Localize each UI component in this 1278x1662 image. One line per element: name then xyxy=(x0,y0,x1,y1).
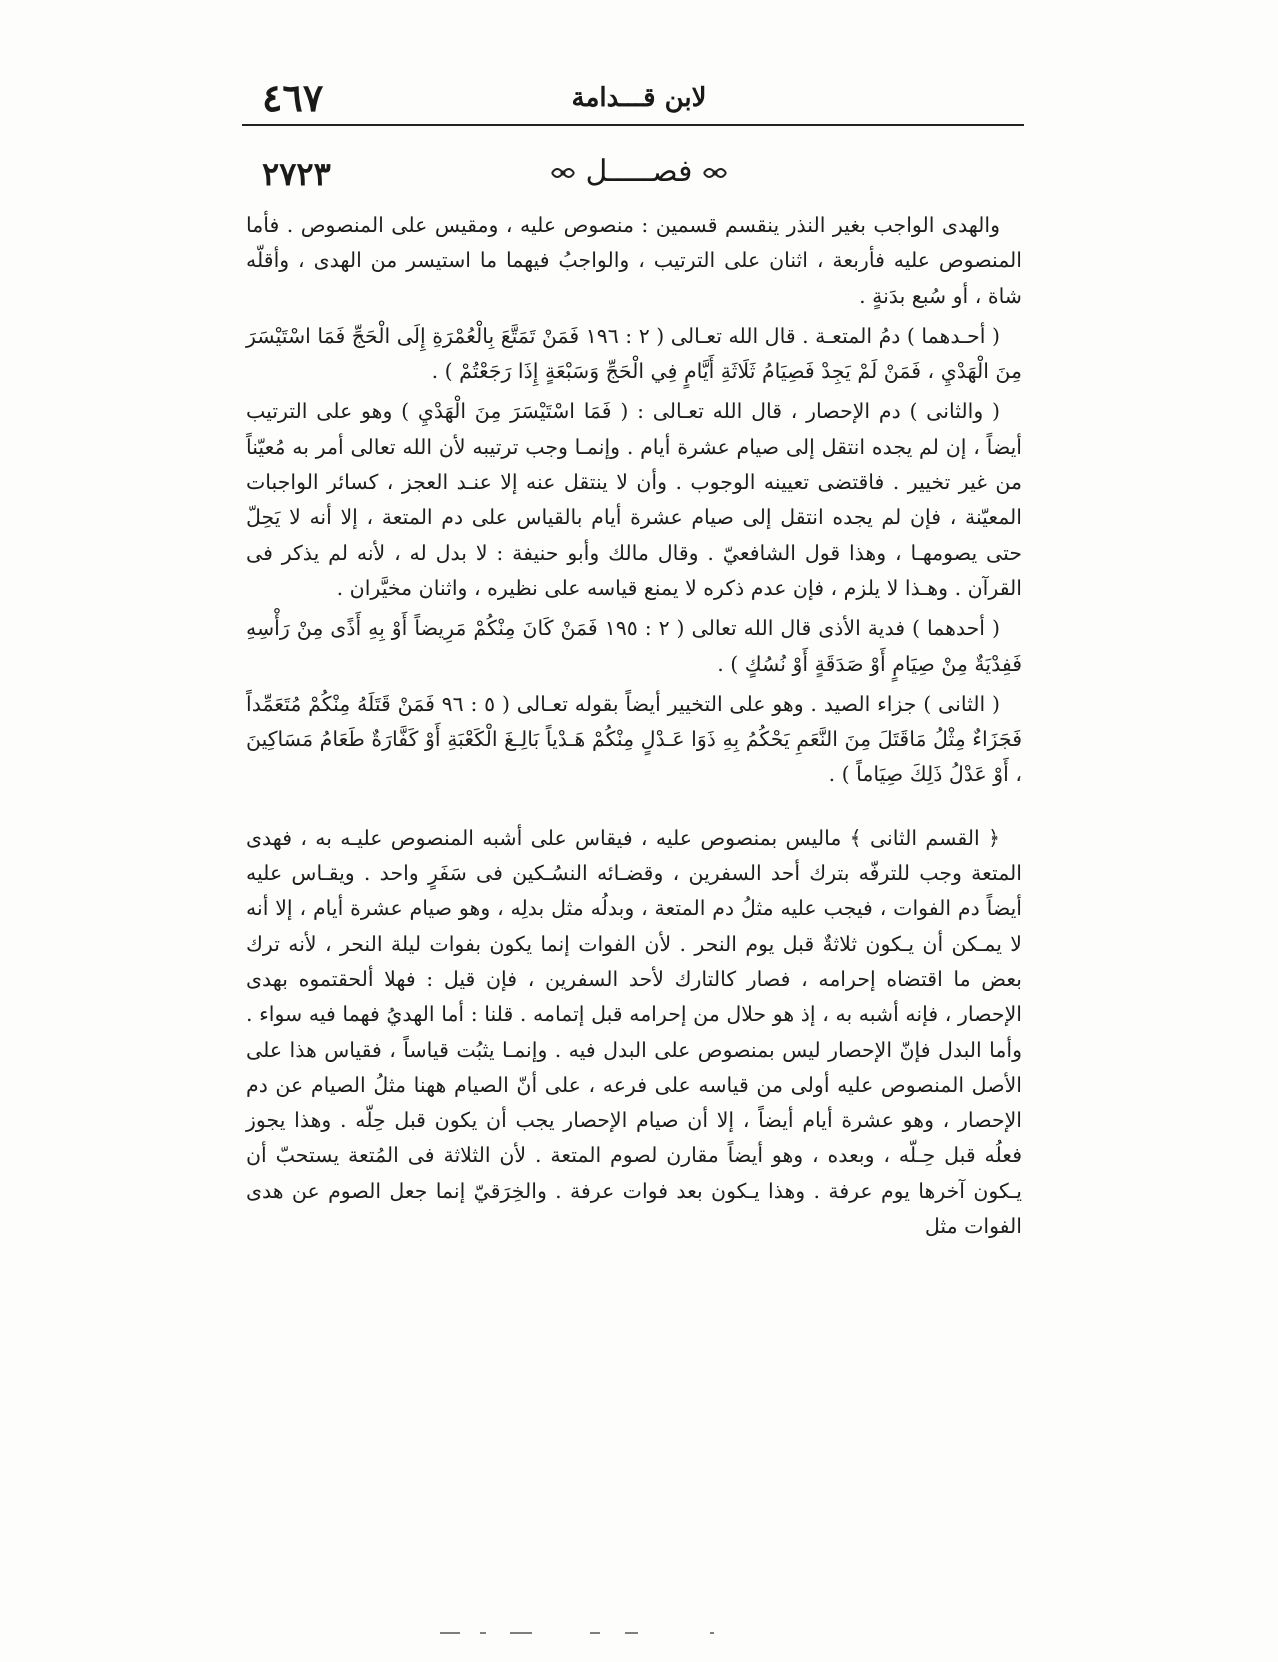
paragraph: والهدى الواجب بغير النذر ينقسم قسمين : منصوص عليه ، ومقيس على المنصوص . فأما المنصوص عليه فأربعة ، اثنان على الترتيب ، والواجبُ فيهما ما استيسر من الهدى ، وأقلّه شاة ، أو سُبع بدَنةٍ . xyxy=(246,213,1022,308)
section-number: ٢٧٢٣ xyxy=(262,155,331,193)
paragraph: ﴿ القسم الثانى ﴾ ماليس بمنصوص عليه ، فيقاس على أشبه المنصوص عليـه به ، فهدى المتعة وجب للترفّه بترك أحد السفرين ، وقضـائه النسُـكين فى سَفَرٍ واحد . ويقـاس عليه أيضاً دم الفوات ، فيجب عليه مثلُ دم المتعة ، وبدلُه مثل بدلِه ، وهو صيام عشرة أيام ، إلا أنه لا يمـكن أن يـكون ثلاثةٌ قبل يوم النحر . لأن الفوات إنما يكون بفوات ليلة النحر ، لأنه ترك بعض ما اقتضاه إحرامه ، فصار كالتارك لأحد السفرين ، فإن قيل : فهلا ألحقتموه بهدى الإحصار ، فإنه أشبه به ، إذ هو حلال من إحرامه قبل إتمامه . قلنا : أما الهديُ فهما فيه سواء . وأما البدل فإنّ الإحصار ليس بمنصوص على البدل فيه . وإنمـا يثبُت قياساً ، فقياس هذا على الأصل المنصوص عليه أولى من قياسه على فرعه ، على أنّ الصيام ههنا مثلُ الصيام عن دم الإحصار ، وهو عشرة أيام أيضاً ، إلا أن صيام الإحصار يجب أن يكون قبل حِلّه . وهذا يجوز فعلُه قبل حِـلّه ، وبعده ، وهو أيضاً مقارن لصوم المتعة . لأن الثلاثة فى المُتعة يستحبّ أن يـكون آخرها يوم عرفة . وهذا يـكون بعد فوات عرفة . والخِرَقيّ إنما جعل الصوم عن هدى الفوات مثل xyxy=(246,825,1022,1239)
section-title-block xyxy=(0,148,1278,196)
paragraph: ( أحدهما ) فدية الأذى قال الله تعالى ( ٢ : ١٩٥ فَمَنْ كَانَ مِنْكُمْ مَرِيضاً أَوْ بِهِ أَذًى مِنْ رَأْسِهِ فَفِدْيَةٌ مِنْ صِيَامٍ أَوْ صَدَقَةٍ أَوْ نُسُكٍ ) . xyxy=(246,616,1022,676)
ornament-left-icon xyxy=(550,163,576,183)
header-rule xyxy=(242,124,1024,126)
section-heading xyxy=(0,148,1278,200)
ornament-right-icon xyxy=(702,163,728,183)
footer-dashes xyxy=(420,1630,840,1636)
paragraph: ( أحـدهما ) دمُ المتعـة . قال الله تعـالى ( ٢ : ١٩٦ فَمَنْ تَمَتَّعَ بِالْعُمْرَةِ إِلَى الْحَجِّ فَمَا اسْتَيْسَرَ مِنَ الْهَدْيِ ، فَمَنْ لَمْ يَجِدْ فَصِيَامُ ثَلَاثَةِ أَيَّامٍ فِي الْحَجِّ وَسَبْعَةٍ إِذَا رَجَعْتُمْ ) . xyxy=(246,323,1022,384)
page-header xyxy=(0,76,1278,120)
running-title: لابن قـــدامة xyxy=(571,83,707,113)
paragraph: ( والثانى ) دم الإحصار ، قال الله تعـالى : ( فَمَا اسْتَيْسَرَ مِنَ الْهَدْيِ ) وهو على الترتيب أيضاً ، إن لم يجده انتقل إلى صيام عشرة أيام . وإنمـا وجب ترتيبه لأن الله تعالى أمر به مُعيّناً من غير تخيير . فاقتضى تعيينه الوجوب . وأن لا ينتقل عنه إلا عنـد العجز ، كسائر الواجبات المعيّنة ، فإن لم يجده انتقل إلى صيام عشرة أيام بالقياس على دم المتعة ، إلا أنه لا يَحِلّ حتى يصومهـا ، وهذا قول الشافعيّ . وقال مالك وأبو حنيفة : لا بدل له ، لأنه لم يذكر فى القرآن . وهـذا لا يلزم ، فإن عدم ذكره لا يمنع قياسه على نظيره ، واثنان مخيَّران . xyxy=(246,399,1022,600)
page-number: ٤٦٧ xyxy=(262,75,324,120)
section-title: فصـــــل xyxy=(585,154,693,189)
paragraph: ( الثانى ) جزاء الصيد . وهو على التخيير أيضاً بقوله تعـالى ( ٥ : ٩٦ فَمَنْ قَتَلَهُ مِنْكُمْ مُتَعَمِّداً فَجَزَاءٌ مِثْلُ مَاقَتَلَ مِنَ النَّعَمِ يَحْكُمُ بِهِ ذَوَا عَـدْلٍ مِنْكُمْ هَـدْياً بَالِـغَ الْكَعْبَةِ أَوْ كَفَّارَةٌ طَعَامُ مَسَاكِينَ ، أَوْ عَدْلُ ذَلِكَ صِيَاماً ) . xyxy=(246,691,1022,787)
body-text xyxy=(246,208,1022,1244)
